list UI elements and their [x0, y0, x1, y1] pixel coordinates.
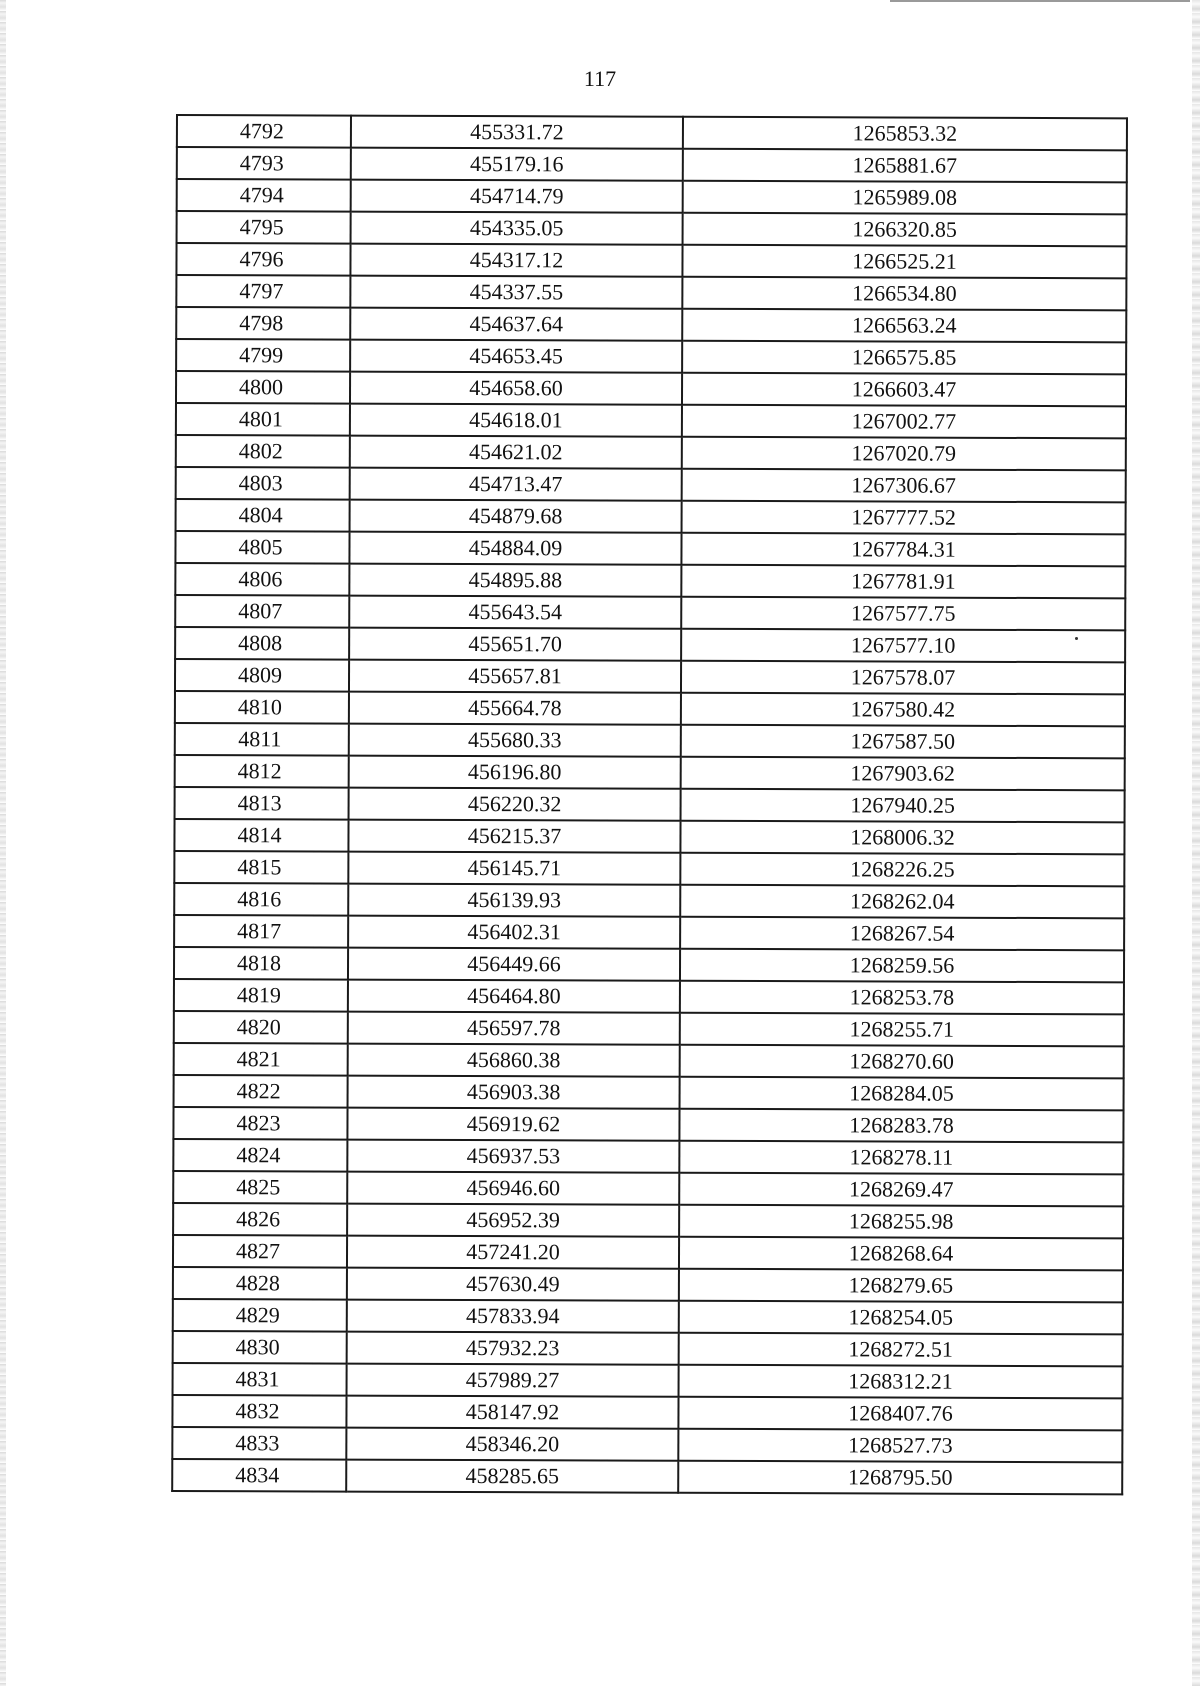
x-coordinate-cell: 456952.39	[347, 1204, 679, 1237]
table-row	[175, 659, 1125, 694]
y-coordinate-cell: 1268283.78	[679, 1109, 1123, 1143]
table-row	[174, 883, 1124, 918]
coordinates-table-body	[172, 115, 1127, 1494]
point-number-cell: 4817	[174, 915, 348, 948]
point-number-cell: 4832	[172, 1395, 346, 1428]
x-coordinate-cell: 456946.60	[347, 1172, 679, 1205]
scan-edge-right	[1192, 0, 1200, 1686]
y-coordinate-cell: 1268255.98	[679, 1205, 1123, 1239]
point-number-cell: 4826	[173, 1203, 347, 1236]
point-number-cell: 4816	[174, 883, 348, 916]
point-number-cell: 4827	[173, 1235, 347, 1268]
x-coordinate-cell: 456139.93	[348, 884, 680, 917]
y-coordinate-cell: 1268279.65	[679, 1269, 1123, 1303]
y-coordinate-cell: 1267777.52	[682, 501, 1126, 535]
x-coordinate-cell: 457241.20	[347, 1236, 679, 1269]
y-coordinate-cell: 1266575.85	[682, 341, 1126, 375]
point-number-cell: 4795	[177, 211, 351, 244]
y-coordinate-cell: 1268272.51	[679, 1333, 1123, 1367]
x-coordinate-cell: 454658.60	[350, 372, 682, 405]
x-coordinate-cell: 456903.38	[348, 1076, 680, 1109]
page-number: 117	[583, 66, 617, 91]
y-coordinate-cell: 1267781.91	[681, 565, 1125, 599]
point-number-cell: 4803	[176, 467, 350, 500]
y-coordinate-cell: 1267578.07	[681, 661, 1125, 695]
y-coordinate-cell: 1266603.47	[682, 373, 1126, 407]
table-row	[174, 947, 1124, 982]
scan-edge-top	[890, 0, 1190, 2]
table-row	[173, 1139, 1123, 1174]
point-number-cell: 4834	[172, 1459, 346, 1492]
y-coordinate-cell: 1266563.24	[682, 309, 1126, 343]
table-row	[176, 467, 1126, 502]
x-coordinate-cell: 457989.27	[347, 1364, 679, 1397]
point-number-cell: 4829	[173, 1299, 347, 1332]
x-coordinate-cell: 457932.23	[347, 1332, 679, 1365]
x-coordinate-cell: 456196.80	[349, 756, 681, 789]
x-coordinate-cell: 454637.64	[350, 308, 682, 341]
table-row	[174, 979, 1124, 1014]
x-coordinate-cell: 454618.01	[350, 404, 682, 437]
table-row	[176, 435, 1126, 470]
x-coordinate-cell: 454879.68	[350, 500, 682, 533]
y-coordinate-cell: 1268254.05	[679, 1301, 1123, 1335]
point-number-cell: 4830	[173, 1331, 347, 1364]
table-row	[173, 1171, 1123, 1206]
point-number-cell: 4796	[176, 243, 350, 276]
y-coordinate-cell: 1267580.42	[681, 693, 1125, 727]
scan-speck	[1075, 637, 1078, 640]
point-number-cell: 4793	[177, 147, 351, 180]
x-coordinate-cell: 454335.05	[351, 212, 683, 245]
y-coordinate-cell: 1267577.10	[681, 629, 1125, 663]
x-coordinate-cell: 455331.72	[351, 116, 683, 149]
y-coordinate-cell: 1267784.31	[681, 533, 1125, 567]
table-row	[174, 851, 1124, 886]
table-row	[174, 1043, 1124, 1078]
y-coordinate-cell: 1268267.54	[680, 917, 1124, 951]
table-row	[176, 403, 1126, 438]
table-row	[175, 755, 1125, 790]
x-coordinate-cell: 455657.81	[349, 660, 681, 693]
point-number-cell: 4811	[175, 723, 349, 756]
table-row	[174, 1075, 1124, 1110]
point-number-cell: 4809	[175, 659, 349, 692]
table-row	[177, 211, 1127, 246]
point-number-cell: 4815	[174, 851, 348, 884]
x-coordinate-cell: 458285.65	[346, 1460, 678, 1493]
table-row	[174, 819, 1124, 854]
point-number-cell: 4792	[177, 115, 351, 148]
point-number-cell: 4812	[175, 755, 349, 788]
point-number-cell: 4822	[174, 1075, 348, 1108]
point-number-cell: 4810	[175, 691, 349, 724]
table-row	[175, 691, 1125, 726]
y-coordinate-cell: 1267306.67	[682, 469, 1126, 503]
table-row	[176, 371, 1126, 406]
point-number-cell: 4828	[173, 1267, 347, 1300]
point-number-cell: 4799	[176, 339, 350, 372]
point-number-cell: 4833	[172, 1427, 346, 1460]
y-coordinate-cell: 1268284.05	[680, 1077, 1124, 1111]
table-row	[173, 1235, 1123, 1270]
table-row	[172, 1459, 1122, 1494]
point-number-cell: 4814	[174, 819, 348, 852]
x-coordinate-cell: 454895.88	[349, 564, 681, 597]
x-coordinate-cell: 456464.80	[348, 980, 680, 1013]
table-row	[176, 243, 1126, 278]
x-coordinate-cell: 454713.47	[350, 468, 682, 501]
y-coordinate-cell: 1268795.50	[678, 1461, 1122, 1495]
table-row	[173, 1267, 1123, 1302]
table-row	[173, 1107, 1123, 1142]
x-coordinate-cell: 456145.71	[348, 852, 680, 885]
table-row	[174, 915, 1124, 950]
coordinates-table	[171, 114, 1128, 1495]
point-number-cell: 4804	[176, 499, 350, 532]
x-coordinate-cell: 454621.02	[350, 436, 682, 469]
point-number-cell: 4805	[175, 531, 349, 564]
x-coordinate-cell: 454317.12	[350, 244, 682, 277]
y-coordinate-cell: 1266534.80	[682, 277, 1126, 311]
table-row	[177, 115, 1127, 150]
table-row	[175, 627, 1125, 662]
y-coordinate-cell: 1268312.21	[679, 1365, 1123, 1399]
y-coordinate-cell: 1268262.04	[680, 885, 1124, 919]
x-coordinate-cell: 458346.20	[346, 1428, 678, 1461]
x-coordinate-cell: 456215.37	[348, 820, 680, 853]
table-row	[173, 1363, 1123, 1398]
y-coordinate-cell: 1267587.50	[681, 725, 1125, 759]
y-coordinate-cell: 1268006.32	[680, 821, 1124, 855]
point-number-cell: 4794	[177, 179, 351, 212]
x-coordinate-cell: 456220.32	[349, 788, 681, 821]
y-coordinate-cell: 1268269.47	[679, 1173, 1123, 1207]
table-row	[176, 307, 1126, 342]
point-number-cell: 4797	[176, 275, 350, 308]
x-coordinate-cell: 457630.49	[347, 1268, 679, 1301]
point-number-cell: 4808	[175, 627, 349, 660]
x-coordinate-cell: 456919.62	[347, 1108, 679, 1141]
x-coordinate-cell: 455664.78	[349, 692, 681, 725]
y-coordinate-cell: 1268278.11	[679, 1141, 1123, 1175]
y-coordinate-cell: 1267020.79	[682, 437, 1126, 471]
table-row	[175, 787, 1125, 822]
y-coordinate-cell: 1268527.73	[678, 1429, 1122, 1463]
point-number-cell: 4798	[176, 307, 350, 340]
y-coordinate-cell: 1265989.08	[683, 181, 1127, 215]
table-row	[175, 563, 1125, 598]
y-coordinate-cell: 1268255.71	[680, 1013, 1124, 1047]
table-row	[177, 179, 1127, 214]
y-coordinate-cell: 1267577.75	[681, 597, 1125, 631]
x-coordinate-cell: 454653.45	[350, 340, 682, 373]
x-coordinate-cell: 455680.33	[349, 724, 681, 757]
y-coordinate-cell: 1267903.62	[681, 757, 1125, 791]
y-coordinate-cell: 1268407.76	[678, 1397, 1122, 1431]
x-coordinate-cell: 458147.92	[346, 1396, 678, 1429]
y-coordinate-cell: 1267940.25	[681, 789, 1125, 823]
point-number-cell: 4800	[176, 371, 350, 404]
scan-edge-left	[0, 0, 6, 1686]
x-coordinate-cell: 456597.78	[348, 1012, 680, 1045]
point-number-cell: 4802	[176, 435, 350, 468]
point-number-cell: 4831	[173, 1363, 347, 1396]
table-row	[173, 1203, 1123, 1238]
point-number-cell: 4823	[173, 1107, 347, 1140]
point-number-cell: 4820	[174, 1011, 348, 1044]
table-row	[176, 275, 1126, 310]
x-coordinate-cell: 456449.66	[348, 948, 680, 981]
table-row	[175, 531, 1125, 566]
x-coordinate-cell: 454337.55	[350, 276, 682, 309]
y-coordinate-cell: 1268268.64	[679, 1237, 1123, 1271]
y-coordinate-cell: 1268226.25	[680, 853, 1124, 887]
y-coordinate-cell: 1266320.85	[683, 213, 1127, 247]
table-row	[172, 1395, 1122, 1430]
point-number-cell: 4813	[175, 787, 349, 820]
point-number-cell: 4807	[175, 595, 349, 628]
table-row	[175, 595, 1125, 630]
table-row	[172, 1427, 1122, 1462]
y-coordinate-cell: 1268253.78	[680, 981, 1124, 1015]
point-number-cell: 4801	[176, 403, 350, 436]
x-coordinate-cell: 454714.79	[351, 180, 683, 213]
y-coordinate-cell: 1267002.77	[682, 405, 1126, 439]
table-row	[176, 499, 1126, 534]
y-coordinate-cell: 1268259.56	[680, 949, 1124, 983]
x-coordinate-cell: 457833.94	[347, 1300, 679, 1333]
point-number-cell: 4819	[174, 979, 348, 1012]
point-number-cell: 4806	[175, 563, 349, 596]
table-row	[175, 723, 1125, 758]
y-coordinate-cell: 1265881.67	[683, 149, 1127, 183]
y-coordinate-cell: 1266525.21	[682, 245, 1126, 279]
y-coordinate-cell: 1265853.32	[683, 117, 1127, 151]
x-coordinate-cell: 454884.09	[349, 532, 681, 565]
point-number-cell: 4821	[174, 1043, 348, 1076]
x-coordinate-cell: 456402.31	[348, 916, 680, 949]
x-coordinate-cell: 455179.16	[351, 148, 683, 181]
x-coordinate-cell: 456937.53	[347, 1140, 679, 1173]
table-row	[177, 147, 1127, 182]
table-row	[174, 1011, 1124, 1046]
point-number-cell: 4824	[173, 1139, 347, 1172]
table-row	[176, 339, 1126, 374]
y-coordinate-cell: 1268270.60	[680, 1045, 1124, 1079]
x-coordinate-cell: 456860.38	[348, 1044, 680, 1077]
table-row	[173, 1299, 1123, 1334]
point-number-cell: 4818	[174, 947, 348, 980]
x-coordinate-cell: 455651.70	[349, 628, 681, 661]
table-row	[173, 1331, 1123, 1366]
x-coordinate-cell: 455643.54	[349, 596, 681, 629]
point-number-cell: 4825	[173, 1171, 347, 1204]
